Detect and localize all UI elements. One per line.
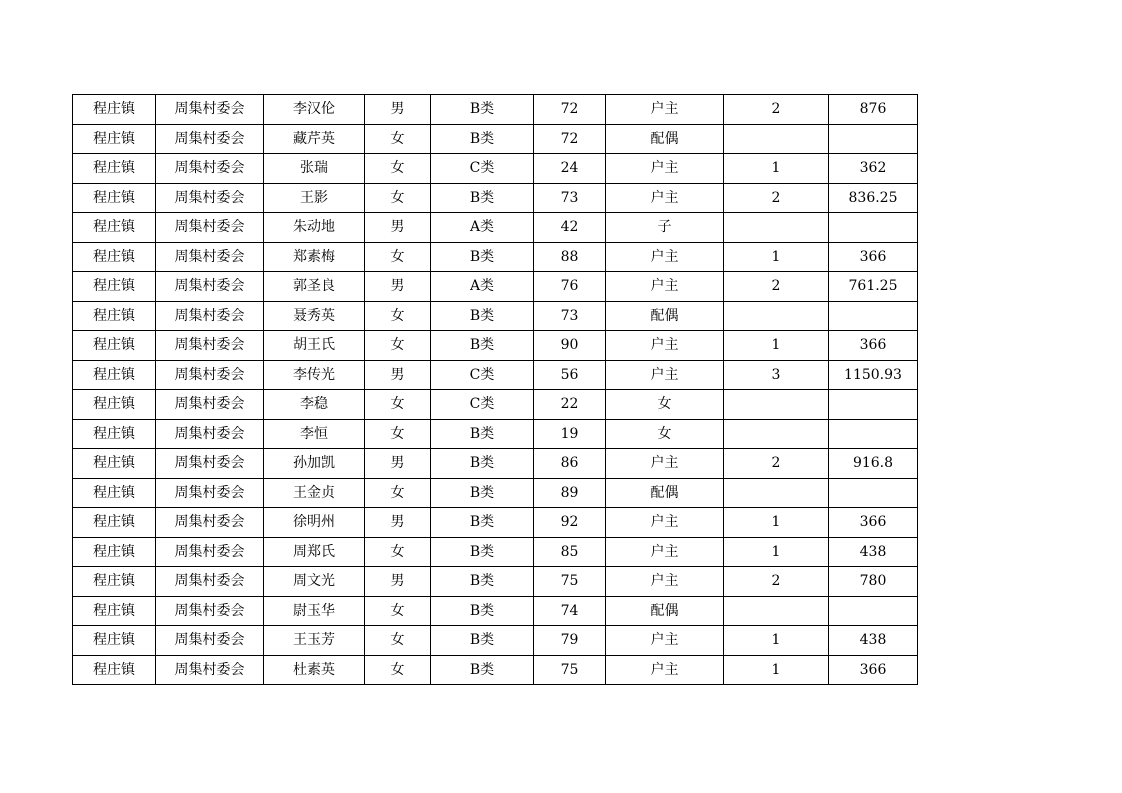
- name-cell: 藏芹英: [264, 124, 365, 154]
- village-cell: 周集村委会: [156, 449, 264, 479]
- gender-cell: 女: [365, 390, 431, 420]
- gender-cell: 女: [365, 301, 431, 331]
- village-cell: 周集村委会: [156, 419, 264, 449]
- name-cell: 李传光: [264, 360, 365, 390]
- category-cell: B类: [431, 331, 534, 361]
- age-cell: 19: [534, 419, 606, 449]
- name-cell: 周文光: [264, 567, 365, 597]
- age-cell: 74: [534, 596, 606, 626]
- amount-cell: 438: [829, 537, 918, 567]
- amount-cell: 366: [829, 508, 918, 538]
- name-cell: 周郑氏: [264, 537, 365, 567]
- amount-cell: 438: [829, 626, 918, 656]
- age-cell: 86: [534, 449, 606, 479]
- amount-cell: [829, 419, 918, 449]
- town-cell: 程庄镇: [73, 655, 156, 685]
- category-cell: C类: [431, 390, 534, 420]
- amount-cell: 366: [829, 242, 918, 272]
- name-cell: 徐明州: [264, 508, 365, 538]
- gender-cell: 女: [365, 537, 431, 567]
- relation-cell: 户主: [606, 449, 724, 479]
- household-count-cell: [724, 596, 829, 626]
- table-row: [73, 301, 918, 331]
- relation-cell: 户主: [606, 508, 724, 538]
- village-cell: 周集村委会: [156, 390, 264, 420]
- relation-cell: 配偶: [606, 478, 724, 508]
- village-cell: 周集村委会: [156, 655, 264, 685]
- household-count-cell: [724, 213, 829, 243]
- name-cell: 郑素梅: [264, 242, 365, 272]
- relation-cell: 户主: [606, 242, 724, 272]
- relation-cell: 配偶: [606, 124, 724, 154]
- household-count-cell: 2: [724, 183, 829, 213]
- household-count-cell: [724, 419, 829, 449]
- village-cell: 周集村委会: [156, 626, 264, 656]
- town-cell: 程庄镇: [73, 390, 156, 420]
- household-count-cell: 2: [724, 567, 829, 597]
- name-cell: 王玉芳: [264, 626, 365, 656]
- table-row: [73, 655, 918, 685]
- category-cell: B类: [431, 124, 534, 154]
- relation-cell: 子: [606, 213, 724, 243]
- town-cell: 程庄镇: [73, 154, 156, 184]
- household-count-cell: 2: [724, 449, 829, 479]
- amount-cell: [829, 390, 918, 420]
- relation-cell: 女: [606, 390, 724, 420]
- category-cell: B类: [431, 655, 534, 685]
- amount-cell: 761.25: [829, 272, 918, 302]
- gender-cell: 女: [365, 242, 431, 272]
- category-cell: B类: [431, 508, 534, 538]
- beneficiary-table: [72, 94, 918, 685]
- category-cell: B类: [431, 419, 534, 449]
- table-row: [73, 272, 918, 302]
- age-cell: 73: [534, 183, 606, 213]
- village-cell: 周集村委会: [156, 478, 264, 508]
- age-cell: 90: [534, 331, 606, 361]
- name-cell: 杜素英: [264, 655, 365, 685]
- age-cell: 73: [534, 301, 606, 331]
- amount-cell: 916.8: [829, 449, 918, 479]
- table-row: [73, 154, 918, 184]
- village-cell: 周集村委会: [156, 242, 264, 272]
- town-cell: 程庄镇: [73, 183, 156, 213]
- relation-cell: 户主: [606, 537, 724, 567]
- gender-cell: 女: [365, 655, 431, 685]
- table-body: [73, 95, 918, 685]
- name-cell: 孙加凯: [264, 449, 365, 479]
- table-row: [73, 124, 918, 154]
- table-row: [73, 596, 918, 626]
- table-row: [73, 508, 918, 538]
- name-cell: 李稳: [264, 390, 365, 420]
- table-row: [73, 95, 918, 125]
- amount-cell: 366: [829, 655, 918, 685]
- category-cell: B类: [431, 626, 534, 656]
- amount-cell: 836.25: [829, 183, 918, 213]
- gender-cell: 男: [365, 360, 431, 390]
- age-cell: 85: [534, 537, 606, 567]
- relation-cell: 配偶: [606, 596, 724, 626]
- name-cell: 王影: [264, 183, 365, 213]
- town-cell: 程庄镇: [73, 567, 156, 597]
- age-cell: 75: [534, 567, 606, 597]
- town-cell: 程庄镇: [73, 272, 156, 302]
- age-cell: 79: [534, 626, 606, 656]
- gender-cell: 女: [365, 154, 431, 184]
- name-cell: 朱动地: [264, 213, 365, 243]
- table-row: [73, 213, 918, 243]
- household-count-cell: 1: [724, 154, 829, 184]
- village-cell: 周集村委会: [156, 508, 264, 538]
- table-row: [73, 419, 918, 449]
- category-cell: B类: [431, 301, 534, 331]
- table-row: [73, 449, 918, 479]
- category-cell: C类: [431, 360, 534, 390]
- relation-cell: 女: [606, 419, 724, 449]
- age-cell: 22: [534, 390, 606, 420]
- age-cell: 24: [534, 154, 606, 184]
- household-count-cell: 1: [724, 508, 829, 538]
- relation-cell: 户主: [606, 154, 724, 184]
- gender-cell: 女: [365, 183, 431, 213]
- relation-cell: 户主: [606, 626, 724, 656]
- table-row: [73, 626, 918, 656]
- village-cell: 周集村委会: [156, 213, 264, 243]
- gender-cell: 男: [365, 95, 431, 125]
- household-count-cell: 2: [724, 95, 829, 125]
- village-cell: 周集村委会: [156, 183, 264, 213]
- age-cell: 89: [534, 478, 606, 508]
- category-cell: B类: [431, 567, 534, 597]
- table-row: [73, 390, 918, 420]
- household-count-cell: 3: [724, 360, 829, 390]
- table-row: [73, 478, 918, 508]
- age-cell: 42: [534, 213, 606, 243]
- household-count-cell: [724, 390, 829, 420]
- name-cell: 王金贞: [264, 478, 365, 508]
- name-cell: 李汉伦: [264, 95, 365, 125]
- amount-cell: [829, 213, 918, 243]
- relation-cell: 户主: [606, 360, 724, 390]
- gender-cell: 女: [365, 626, 431, 656]
- table-row: [73, 183, 918, 213]
- name-cell: 李恒: [264, 419, 365, 449]
- gender-cell: 女: [365, 596, 431, 626]
- village-cell: 周集村委会: [156, 331, 264, 361]
- age-cell: 56: [534, 360, 606, 390]
- village-cell: 周集村委会: [156, 95, 264, 125]
- household-count-cell: 1: [724, 537, 829, 567]
- amount-cell: 366: [829, 331, 918, 361]
- category-cell: B类: [431, 537, 534, 567]
- amount-cell: 876: [829, 95, 918, 125]
- relation-cell: 配偶: [606, 301, 724, 331]
- relation-cell: 户主: [606, 567, 724, 597]
- gender-cell: 女: [365, 331, 431, 361]
- age-cell: 88: [534, 242, 606, 272]
- category-cell: A类: [431, 272, 534, 302]
- name-cell: 郭圣良: [264, 272, 365, 302]
- gender-cell: 女: [365, 124, 431, 154]
- town-cell: 程庄镇: [73, 360, 156, 390]
- age-cell: 92: [534, 508, 606, 538]
- town-cell: 程庄镇: [73, 301, 156, 331]
- amount-cell: [829, 596, 918, 626]
- town-cell: 程庄镇: [73, 242, 156, 272]
- name-cell: 聂秀英: [264, 301, 365, 331]
- amount-cell: [829, 301, 918, 331]
- relation-cell: 户主: [606, 183, 724, 213]
- relation-cell: 户主: [606, 95, 724, 125]
- village-cell: 周集村委会: [156, 537, 264, 567]
- age-cell: 72: [534, 95, 606, 125]
- amount-cell: 780: [829, 567, 918, 597]
- household-count-cell: 1: [724, 655, 829, 685]
- village-cell: 周集村委会: [156, 360, 264, 390]
- category-cell: A类: [431, 213, 534, 243]
- town-cell: 程庄镇: [73, 478, 156, 508]
- table-row: [73, 567, 918, 597]
- gender-cell: 女: [365, 419, 431, 449]
- gender-cell: 男: [365, 567, 431, 597]
- category-cell: B类: [431, 596, 534, 626]
- amount-cell: 362: [829, 154, 918, 184]
- category-cell: B类: [431, 478, 534, 508]
- town-cell: 程庄镇: [73, 508, 156, 538]
- village-cell: 周集村委会: [156, 272, 264, 302]
- relation-cell: 户主: [606, 331, 724, 361]
- category-cell: B类: [431, 95, 534, 125]
- amount-cell: [829, 124, 918, 154]
- town-cell: 程庄镇: [73, 213, 156, 243]
- gender-cell: 男: [365, 449, 431, 479]
- village-cell: 周集村委会: [156, 154, 264, 184]
- category-cell: B类: [431, 242, 534, 272]
- table-row: [73, 537, 918, 567]
- town-cell: 程庄镇: [73, 537, 156, 567]
- town-cell: 程庄镇: [73, 449, 156, 479]
- age-cell: 75: [534, 655, 606, 685]
- gender-cell: 男: [365, 213, 431, 243]
- village-cell: 周集村委会: [156, 596, 264, 626]
- category-cell: B类: [431, 449, 534, 479]
- town-cell: 程庄镇: [73, 331, 156, 361]
- household-count-cell: 2: [724, 272, 829, 302]
- category-cell: B类: [431, 183, 534, 213]
- household-count-cell: 1: [724, 242, 829, 272]
- gender-cell: 男: [365, 272, 431, 302]
- village-cell: 周集村委会: [156, 124, 264, 154]
- village-cell: 周集村委会: [156, 301, 264, 331]
- household-count-cell: 1: [724, 331, 829, 361]
- age-cell: 76: [534, 272, 606, 302]
- household-count-cell: 1: [724, 626, 829, 656]
- village-cell: 周集村委会: [156, 567, 264, 597]
- category-cell: C类: [431, 154, 534, 184]
- amount-cell: [829, 478, 918, 508]
- town-cell: 程庄镇: [73, 95, 156, 125]
- name-cell: 尉玉华: [264, 596, 365, 626]
- gender-cell: 男: [365, 508, 431, 538]
- table-row: [73, 242, 918, 272]
- gender-cell: 女: [365, 478, 431, 508]
- town-cell: 程庄镇: [73, 626, 156, 656]
- household-count-cell: [724, 301, 829, 331]
- household-count-cell: [724, 124, 829, 154]
- table-row: [73, 331, 918, 361]
- name-cell: 张瑞: [264, 154, 365, 184]
- table-row: [73, 360, 918, 390]
- town-cell: 程庄镇: [73, 419, 156, 449]
- name-cell: 胡王氏: [264, 331, 365, 361]
- town-cell: 程庄镇: [73, 124, 156, 154]
- age-cell: 72: [534, 124, 606, 154]
- relation-cell: 户主: [606, 655, 724, 685]
- household-count-cell: [724, 478, 829, 508]
- relation-cell: 户主: [606, 272, 724, 302]
- amount-cell: 1150.93: [829, 360, 918, 390]
- town-cell: 程庄镇: [73, 596, 156, 626]
